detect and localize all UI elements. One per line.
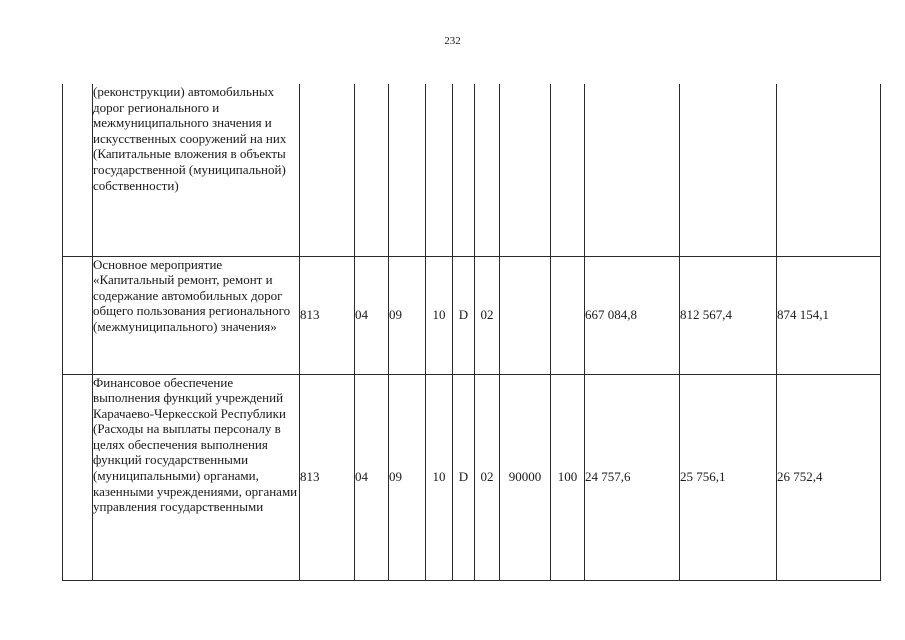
budget-table [62,84,881,581]
event-code-cell: 02 [475,256,500,374]
row-number-cell [63,256,93,374]
amount-1-cell [585,84,680,256]
amount-3-cell: 874 154,1 [777,256,881,374]
subsection-code-cell: 09 [389,374,426,580]
amount-3-cell [777,84,881,256]
subprogram-code-cell [453,84,475,256]
program-code-cell: 10 [426,256,453,374]
event-code-cell [475,84,500,256]
subprogram-code-cell: D [453,374,475,580]
table-row [63,374,881,580]
row-name-cell: (реконструкции) автомобильных дорог регионального и межмуниципального значения и искусственных сооружений на них (Капитальные вложения в объекты государственной (муниципальной) собственности) [93,84,300,256]
expense-type-cell [551,256,585,374]
amount-2-cell [680,84,777,256]
amount-2-cell: 25 756,1 [680,374,777,580]
event-code-cell: 02 [475,374,500,580]
subsection-code-cell [389,84,426,256]
direction-code-cell [500,84,551,256]
ministry-code-cell [300,84,355,256]
program-code-cell [426,84,453,256]
program-code-cell: 10 [426,374,453,580]
amount-1-cell: 24 757,6 [585,374,680,580]
section-code-cell: 04 [355,256,389,374]
table-row [63,84,881,256]
expense-type-cell [551,84,585,256]
page-number: 232 [444,35,461,47]
ministry-code-cell: 813 [300,256,355,374]
row-number-cell [63,84,93,256]
amount-2-cell: 812 567,4 [680,256,777,374]
row-name-cell: Основное мероприятие «Капитальный ремонт, ремонт и содержание автомобильных дорог общего пользования регионального (межмуниципального) значения» [93,256,300,374]
section-code-cell [355,84,389,256]
section-code-cell: 04 [355,374,389,580]
amount-3-cell: 26 752,4 [777,374,881,580]
table-row [63,256,881,374]
expense-type-cell: 100 [551,374,585,580]
subprogram-code-cell: D [453,256,475,374]
row-number-cell [63,374,93,580]
row-name-cell: Финансовое обеспечение выполнения функций учреждений Карачаево-Черкесской Республики (Расходы на выплаты персоналу в целях обеспечения выполнения функций государственными (муниципальными) органами, казенными учреждениями, органами управления государственными [93,374,300,580]
direction-code-cell: 90000 [500,374,551,580]
ministry-code-cell: 813 [300,374,355,580]
subsection-code-cell: 09 [389,256,426,374]
direction-code-cell [500,256,551,374]
amount-1-cell: 667 084,8 [585,256,680,374]
